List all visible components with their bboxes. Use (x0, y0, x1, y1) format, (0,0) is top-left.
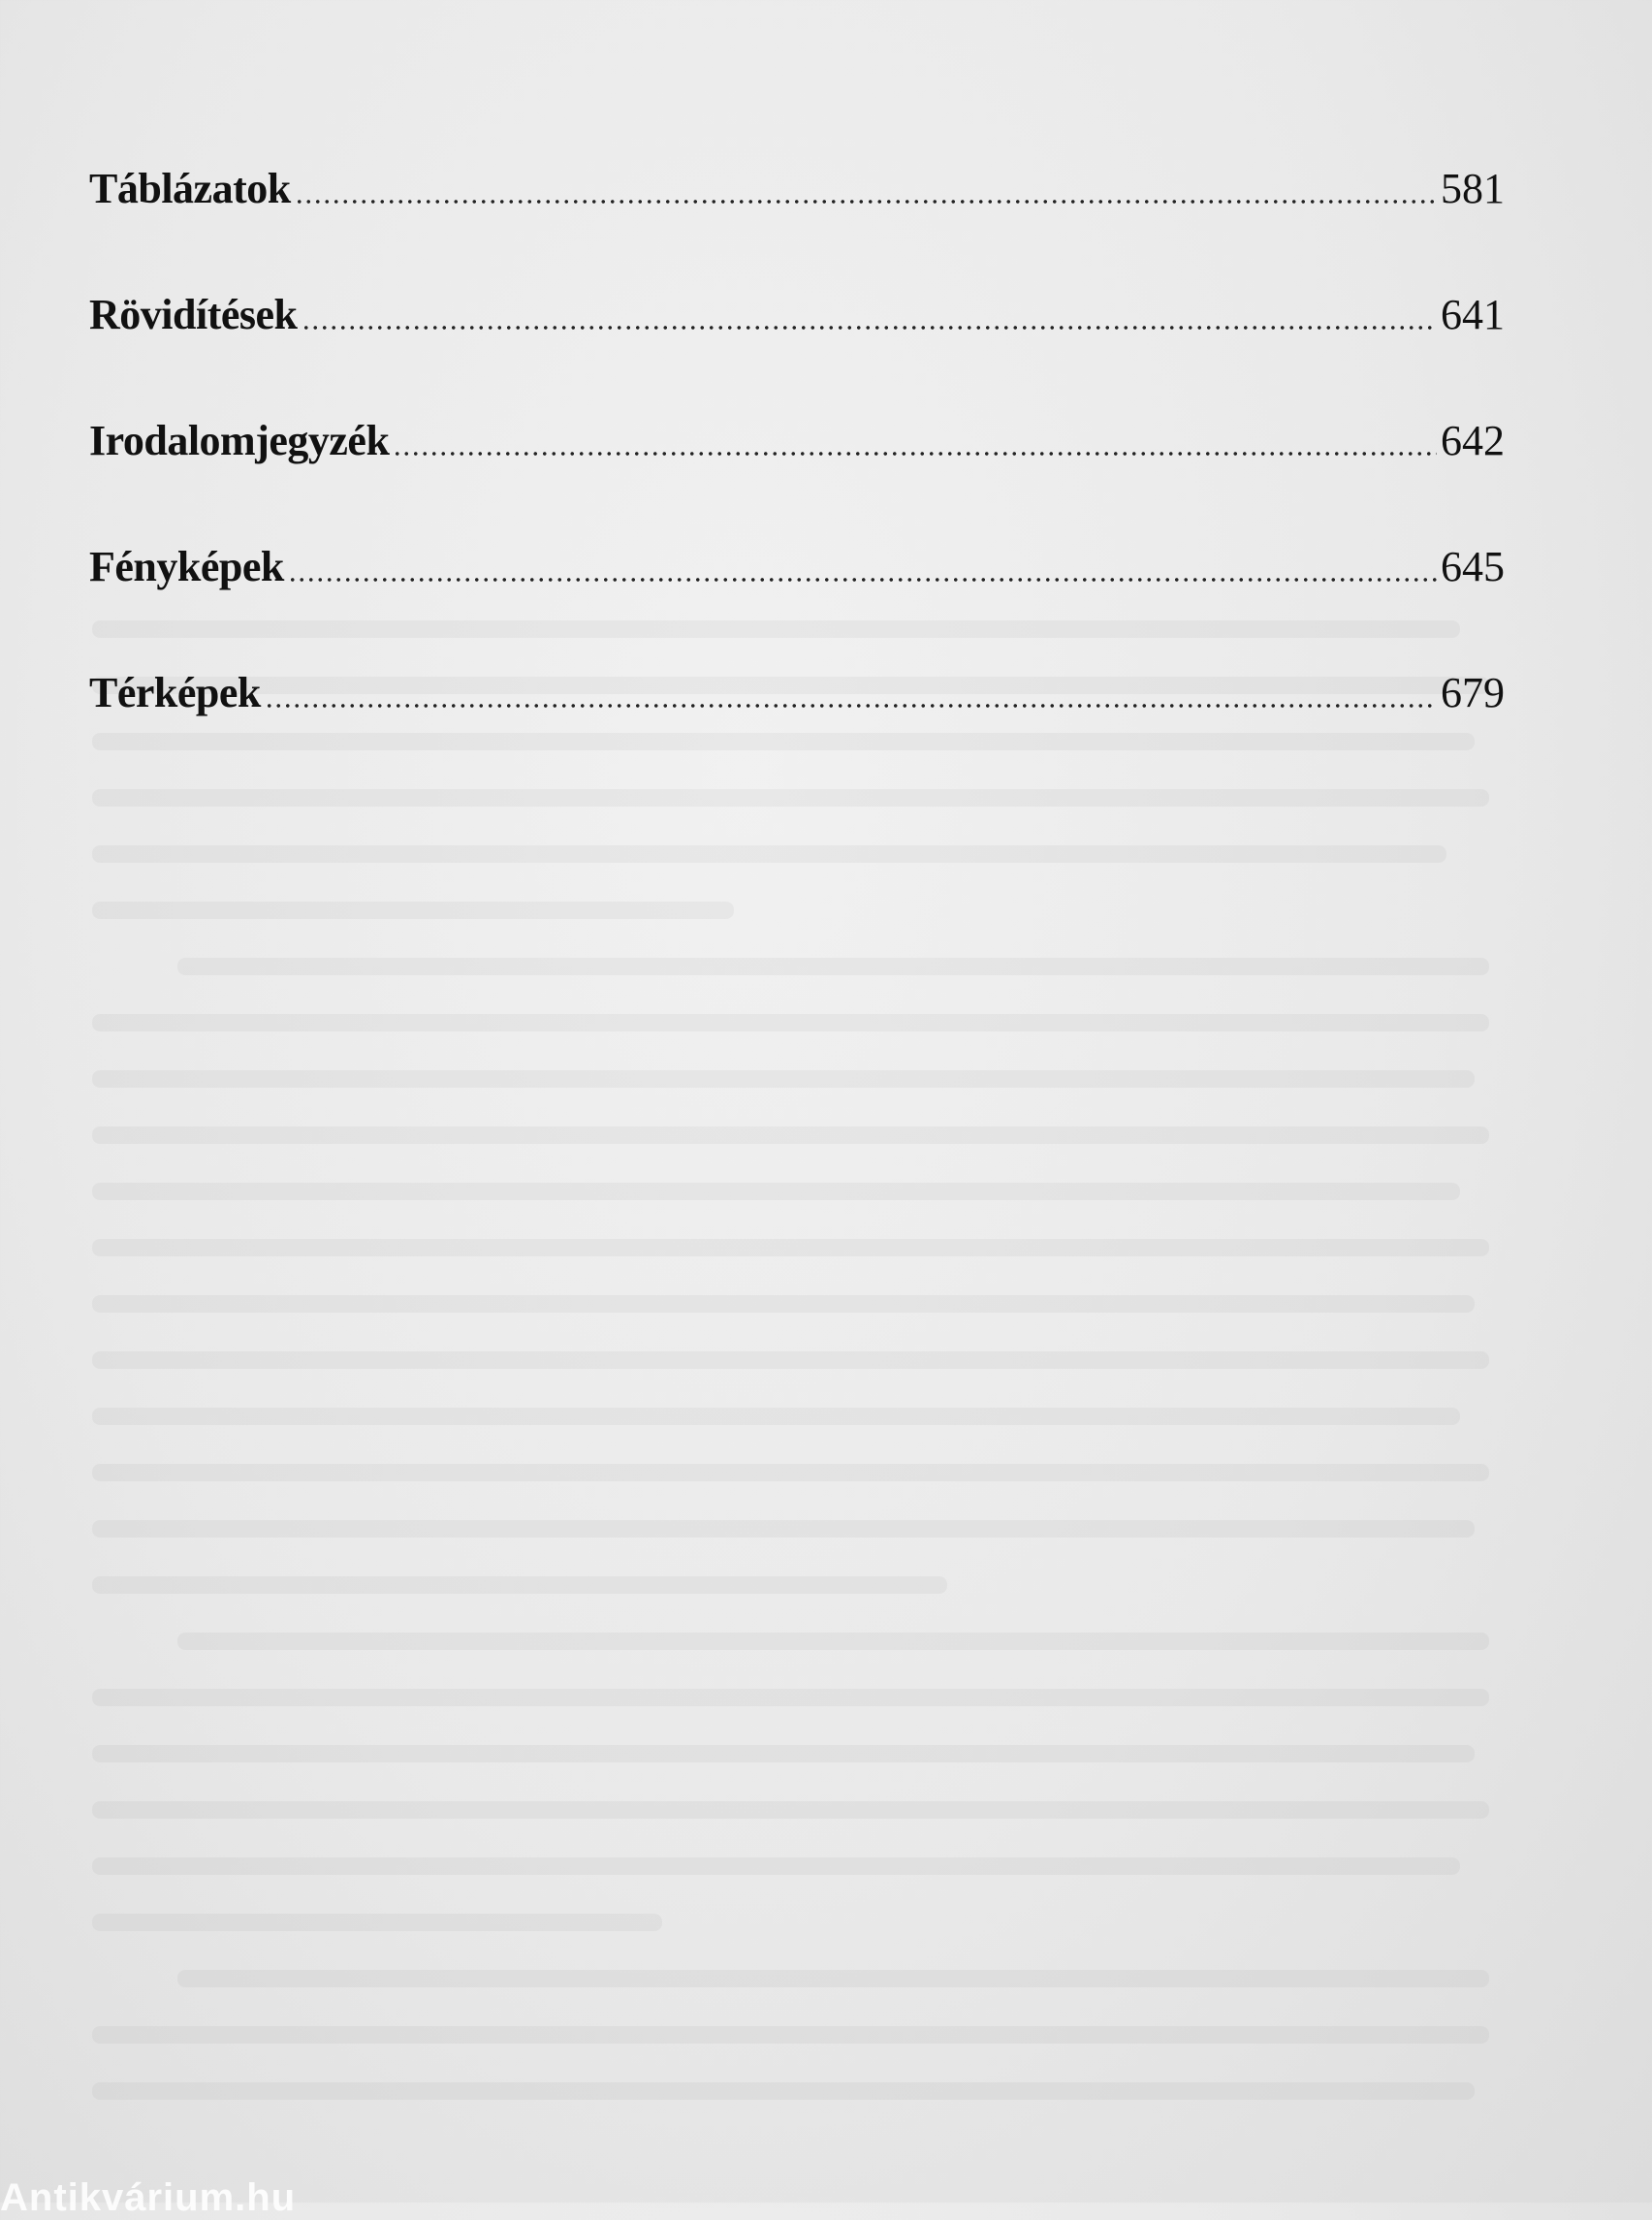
toc-entry-title: Térképek (89, 669, 261, 716)
toc-entry-title: Irodalomjegyzék (89, 417, 390, 464)
dot-leader (295, 162, 1437, 205)
dot-leader (393, 414, 1437, 457)
watermark-logo: Antikvárium.hu (0, 2176, 297, 2219)
table-of-contents (89, 160, 1505, 790)
dot-leader (265, 666, 1437, 709)
toc-entry-page-number: 642 (1441, 417, 1505, 464)
toc-entry-title: Táblázatok (89, 165, 291, 212)
show-through-paragraphs (92, 620, 1517, 2139)
toc-entry-irodalomjegyzek (89, 412, 1505, 538)
toc-entry-page-number: 679 (1441, 669, 1505, 716)
toc-entry-page-number: 581 (1441, 165, 1505, 212)
toc-entry-fenykepek (89, 538, 1505, 664)
toc-entry-page-number: 641 (1441, 291, 1505, 338)
dot-leader (302, 288, 1438, 331)
toc-entry-title: Fényképek (89, 543, 284, 590)
toc-entry-page-number: 645 (1441, 543, 1505, 590)
toc-entry-rovidetesek (89, 286, 1505, 412)
toc-entry-tablazatok (89, 160, 1505, 286)
toc-entry-title: Rövidítések (89, 291, 298, 338)
dot-leader (288, 540, 1437, 583)
toc-entry-terkepek (89, 664, 1505, 790)
